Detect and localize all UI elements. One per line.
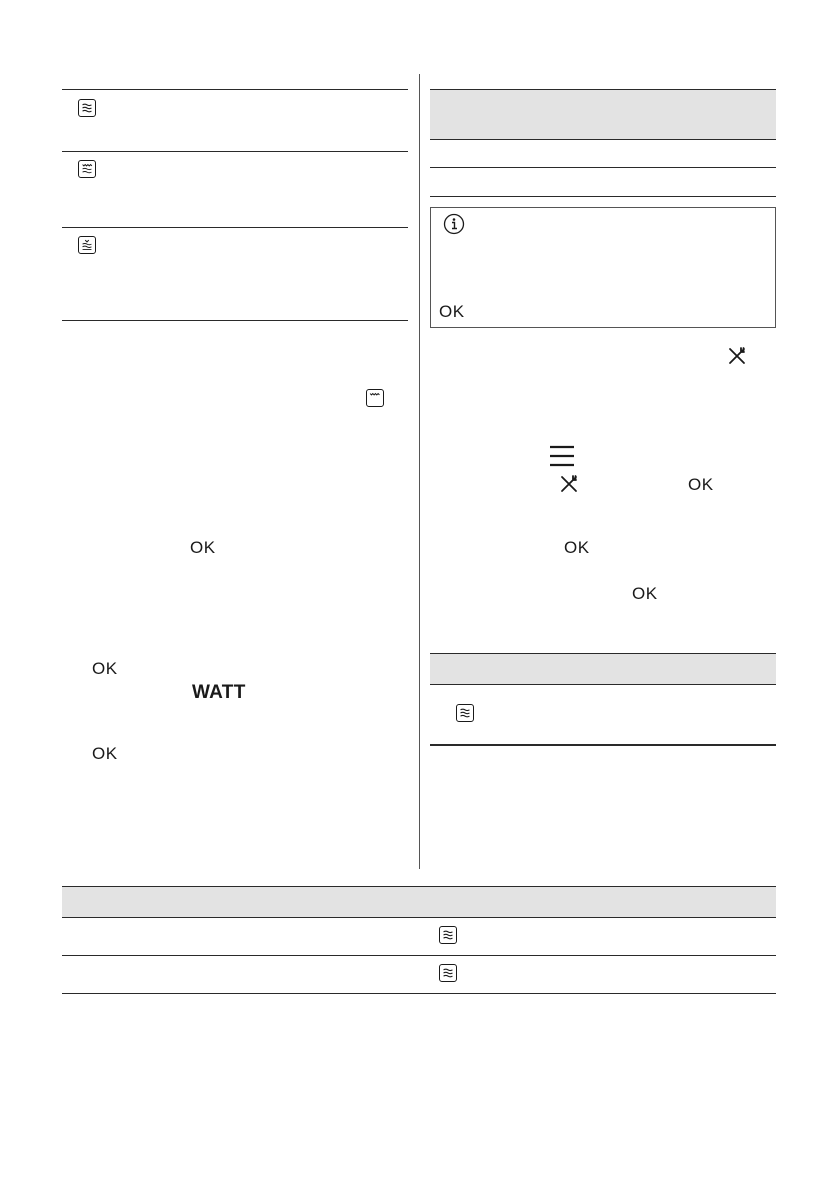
ok-label-5: OK — [564, 538, 590, 557]
note-ok-label: OK — [439, 302, 465, 321]
rule-left-top — [62, 89, 408, 90]
fork-knife-icon — [727, 346, 747, 366]
bottom-table-rule-3 — [62, 993, 776, 994]
table-header-right — [430, 90, 776, 139]
ok-label-2: OK — [92, 659, 118, 678]
bottom-table-rule-2 — [62, 955, 776, 956]
microwave-grill-icon — [78, 160, 96, 178]
grill-icon — [366, 389, 384, 407]
table-header-right-2 — [430, 654, 776, 684]
ok-label-1: OK — [190, 538, 216, 557]
rule-left-2 — [62, 151, 408, 152]
bottom-table-rule-1 — [62, 917, 776, 918]
microwave-waves-icon — [439, 964, 457, 982]
rule-left-3 — [62, 227, 408, 228]
microwave-waves-icon — [78, 99, 96, 117]
info-icon — [443, 213, 465, 235]
column-divider — [419, 74, 420, 869]
watt-label: WATT — [192, 682, 246, 703]
microwave-waves-icon — [439, 926, 457, 944]
note-box — [430, 207, 776, 328]
menu-icon — [549, 445, 575, 467]
ok-label-3: OK — [92, 744, 118, 763]
bottom-table-header — [62, 887, 776, 917]
ok-label-6: OK — [632, 584, 658, 603]
microwave-bottom-heat-icon — [78, 236, 96, 254]
fork-knife-icon — [559, 474, 579, 494]
rule-right-7 — [430, 744, 776, 746]
rule-right-2 — [430, 139, 776, 140]
rule-right-3 — [430, 167, 776, 168]
rule-right-4 — [430, 196, 776, 197]
ok-label-4: OK — [688, 475, 714, 494]
rule-left-4 — [62, 320, 408, 321]
microwave-waves-icon — [456, 704, 474, 722]
rule-right-6 — [430, 684, 776, 685]
